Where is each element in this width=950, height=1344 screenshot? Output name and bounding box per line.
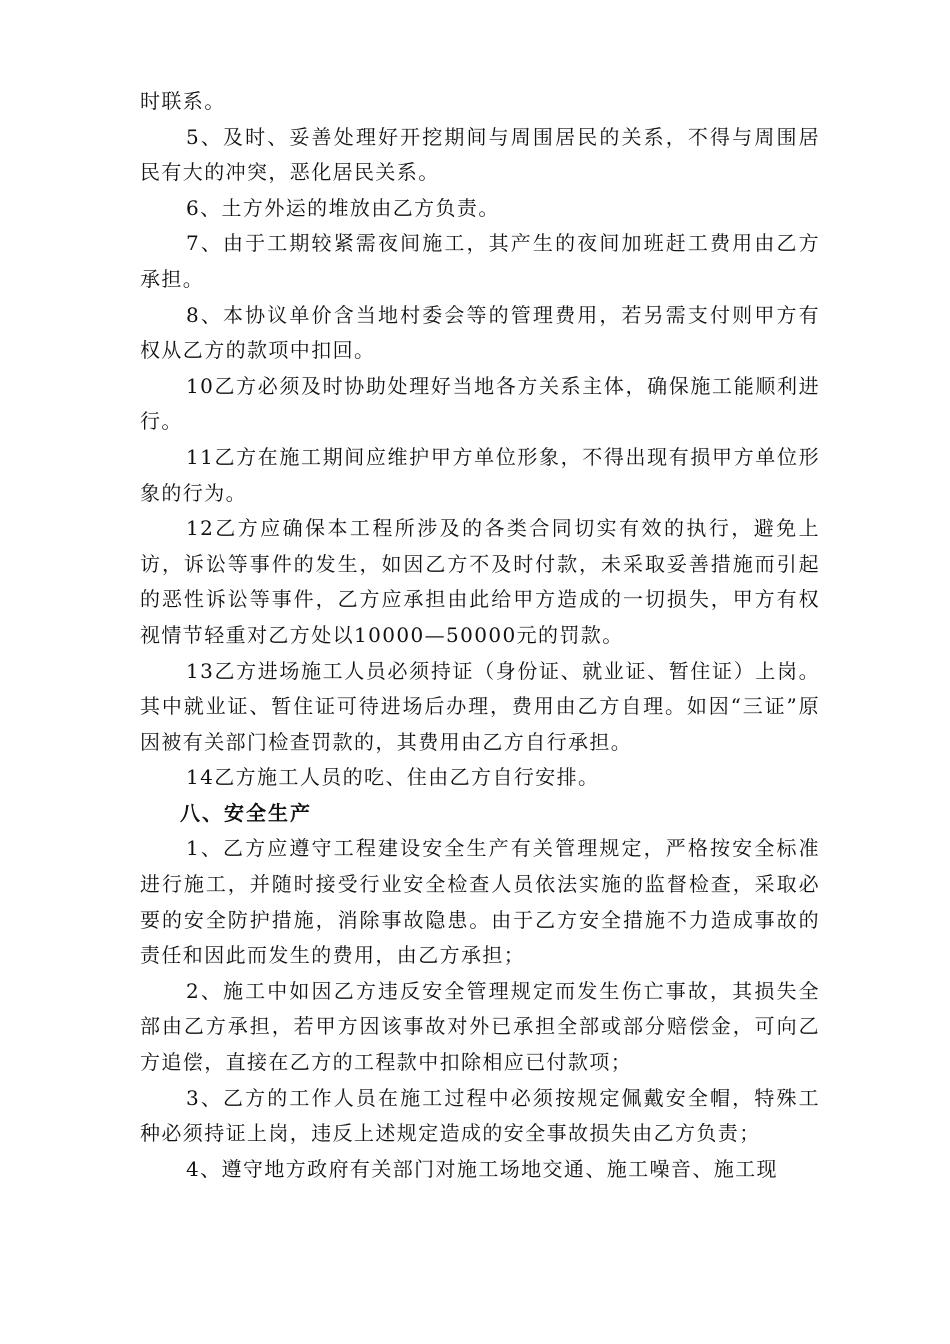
paragraph-item-6: 6、土方外运的堆放由乙方负责。	[186, 195, 500, 220]
paragraph-item-10: 10乙方必须及时协助处理好当地各方关系主体，确保施工能顺利进行。	[140, 373, 820, 434]
paragraph-safety-1: 1、乙方应遵守工程建设安全生产有关管理规定，严格按安全标准进行施工，并随时接受行业安全检查人员依法实施的监督检查，采取必要的安全防护措施，消除事故隐患。由于乙方安全措施不力造成事故的责任和因此而发生的费用，由乙方承担；	[140, 836, 820, 968]
paragraph-item-14: 14乙方施工人员的吃、住由乙方自行安排。	[186, 765, 600, 790]
paragraph-continuation: 时联系。	[140, 89, 226, 113]
paragraph-item-7: 7、由于工期较紧需夜间施工，其产生的夜间加班赶工费用由乙方承担。	[140, 231, 820, 291]
paragraph-item-11: 11乙方在施工期间应维护甲方单位形象，不得出现有损甲方单位形象的行为。	[140, 444, 820, 505]
paragraph-safety-3: 3、乙方的工作人员在施工过程中必须按规定佩戴安全帽，特殊工种必须持证上岗，违反上述规定造成的安全事故损失由乙方负责；	[140, 1085, 820, 1146]
document-page	[140, 84, 820, 1187]
section-heading-safety: 八、安全生产	[180, 800, 312, 825]
paragraph-item-13: 13乙方进场施工人员必须持证（身份证、就业证、暂住证）上岗。其中就业证、暂住证可待进场后办理，费用由乙方自理。如因“三证”原因被有关部门检查罚款的，其费用由乙方自行承担。	[140, 658, 820, 754]
paragraph-safety-4: 4、遵守地方政府有关部门对施工场地交通、施工噪音、施工现	[186, 1156, 778, 1181]
paragraph-item-12: 12乙方应确保本工程所涉及的各类合同切实有效的执行，避免上访，诉讼等事件的发生，如因乙方不及时付款，未采取妥善措施而引起的恶性诉讼等事件，乙方应承担由此给甲方造成的一切损失，甲方有权视情节轻重对乙方处以10000—50000元的罚款。	[140, 516, 820, 647]
paragraph-item-5: 5、及时、妥善处理好开挖期间与周围居民的关系，不得与周围居民有大的冲突，恶化居民关系。	[140, 124, 820, 185]
paragraph-safety-2: 2、施工中如因乙方违反安全管理规定而发生伤亡事故，其损失全部由乙方承担，若甲方因该事故对外已承担全部或部分赔偿金，可向乙方追偿，直接在乙方的工程款中扣除相应已付款项；	[140, 978, 820, 1075]
paragraph-item-8: 8、本协议单价含当地村委会等的管理费用，若另需支付则甲方有权从乙方的款项中扣回。	[140, 302, 820, 363]
